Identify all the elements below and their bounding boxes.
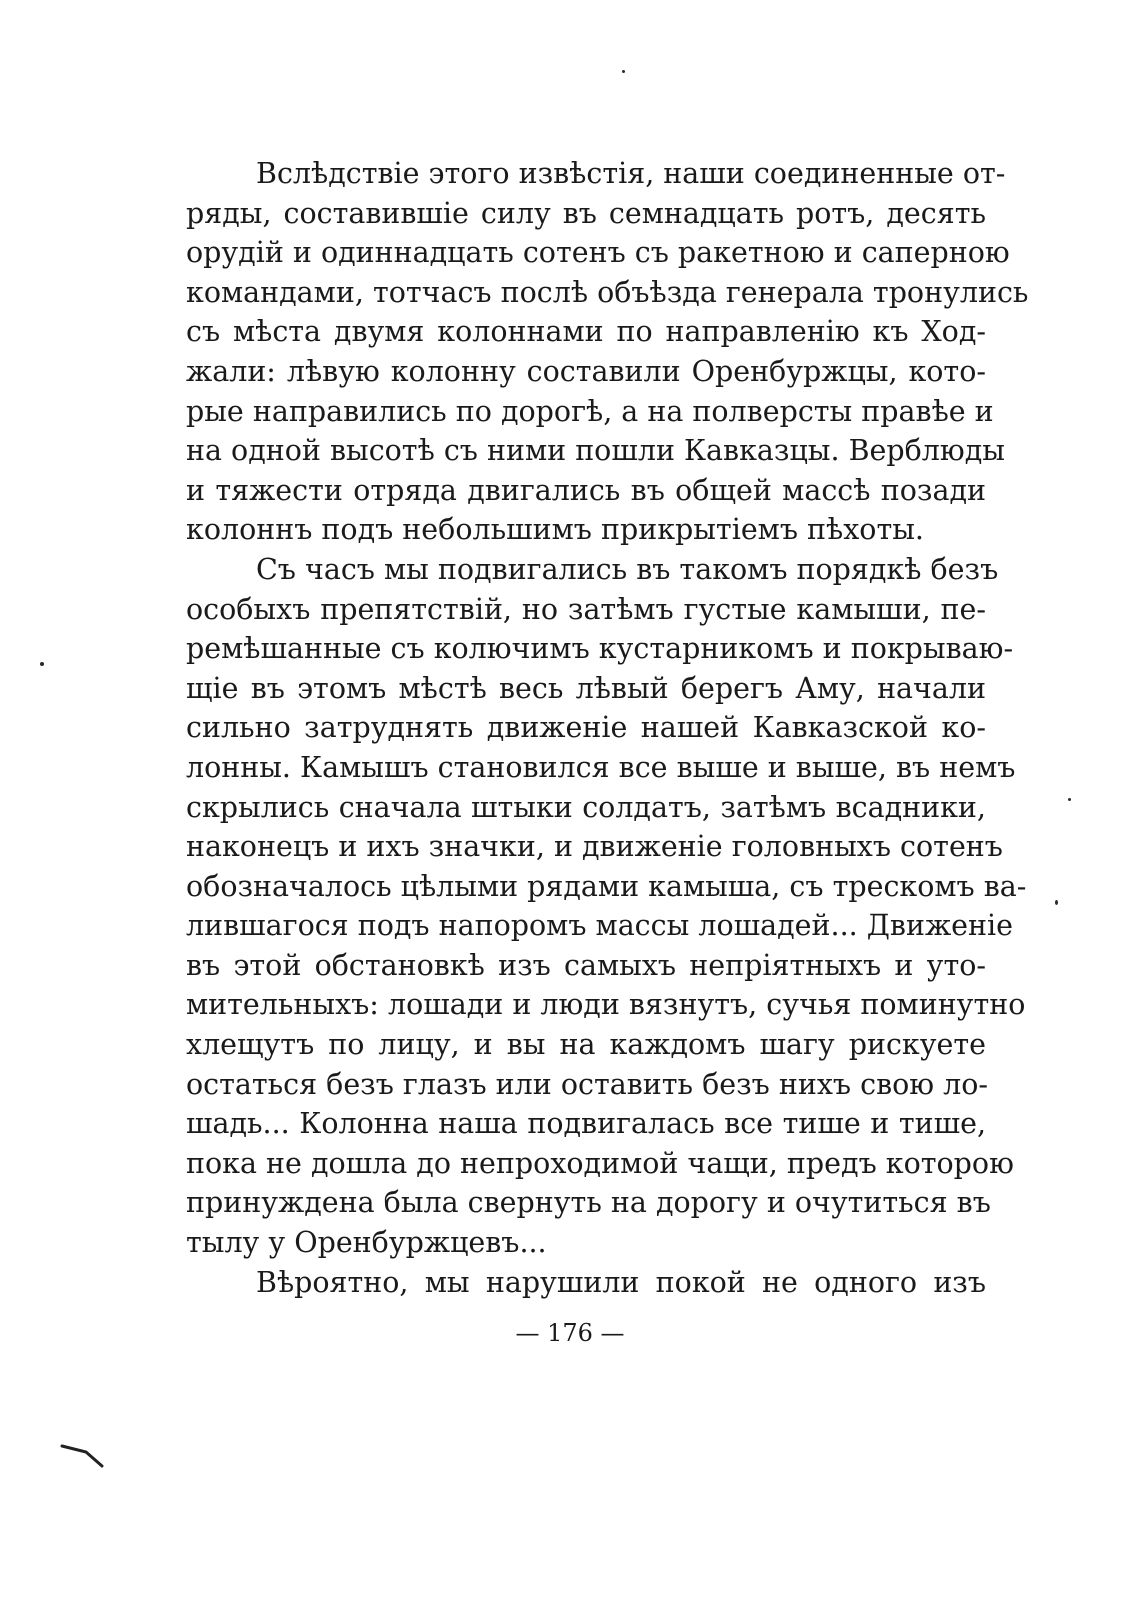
scan-speck (40, 662, 44, 666)
text-line: пока не дошла до непроходимой чащи, предъ которою (186, 1146, 1014, 1180)
text-line: мительныхъ: лошади и люди вязнутъ, сучья поминутно (186, 988, 1026, 1022)
text-line: остаться безъ глазъ или оставить безъ нихъ свою ло- (186, 1067, 989, 1101)
text-line: въ этой обстановкѣ изъ самыхъ непріятныхъ и уто- (186, 948, 986, 982)
text-line: съ мѣста двумя колоннами по направленію къ Ход- (186, 315, 986, 349)
text-line: шадь... Колонна наша подвигалась все тише и тише, (186, 1107, 986, 1141)
text-line: Съ часъ мы подвигались въ такомъ порядкѣ безъ (256, 552, 999, 586)
scan-speck (1055, 900, 1058, 905)
text-line: Вслѣдствіе этого извѣстія, наши соединенные от- (256, 157, 1006, 190)
scan-speck (622, 70, 625, 73)
text-line: Вѣроятно, мы нарушили покой не одного изъ (256, 1265, 986, 1299)
text-line: щіе въ этомъ мѣстѣ весь лѣвый берегъ Аму, начали (186, 671, 986, 705)
text-line: хлещутъ по лицу, и вы на каждомъ шагу рискуете (186, 1028, 986, 1062)
text-line: сильно затруднять движеніе нашей Кавказской ко- (186, 711, 986, 745)
text-line: наконецъ и ихъ значки, и движеніе головныхъ сотенъ (186, 830, 1003, 864)
scan-speck (1068, 798, 1071, 801)
text-line: на одной высотѣ съ ними пошли Кавказцы. Верблюды (186, 434, 1005, 468)
text-line: лонны. Камышъ становился все выше и выше, въ немъ (186, 750, 1016, 784)
text-line: особыхъ препятствій, но затѣмъ густые камыши, пе- (186, 592, 986, 626)
page-number: — 176 — (515, 1319, 625, 1347)
text-line: тылу у Оренбуржцевъ... (186, 1226, 547, 1260)
page-body (186, 154, 1029, 1302)
text-line: лившагося подъ напоромъ массы лошадей... Движеніе (186, 909, 1014, 943)
text-line: и тяжести отряда двигались въ общей массѣ позади (186, 473, 986, 507)
scan-mark (60, 1440, 110, 1470)
text-line: скрылись сначала штыки солдатъ, затѣмъ всадники, (186, 790, 986, 824)
text-line: колоннъ подъ небольшимъ прикрытіемъ пѣхоты. (186, 513, 924, 547)
text-line: жали: лѣвую колонну составили Оренбуржцы, кото- (186, 354, 986, 388)
text-line: командами, тотчасъ послѣ объѣзда генерала тронулись (186, 275, 1029, 309)
text-line: принуждена была свернуть на дорогу и очутиться въ (186, 1186, 991, 1220)
text-line: ремѣшанные съ колючимъ кустарникомъ и покрываю- (186, 632, 1014, 666)
text-line: обозначалось цѣлыми рядами камыша, съ трескомъ ва- (186, 869, 1027, 903)
text-line: орудій и одиннадцать сотенъ съ ракетною и саперною (186, 236, 1010, 270)
text-line: рые направились по дорогѣ, а на полверсты правѣе и (186, 394, 994, 428)
text-line: ряды, составившіе силу въ семнадцать ротъ, десять (186, 196, 986, 230)
